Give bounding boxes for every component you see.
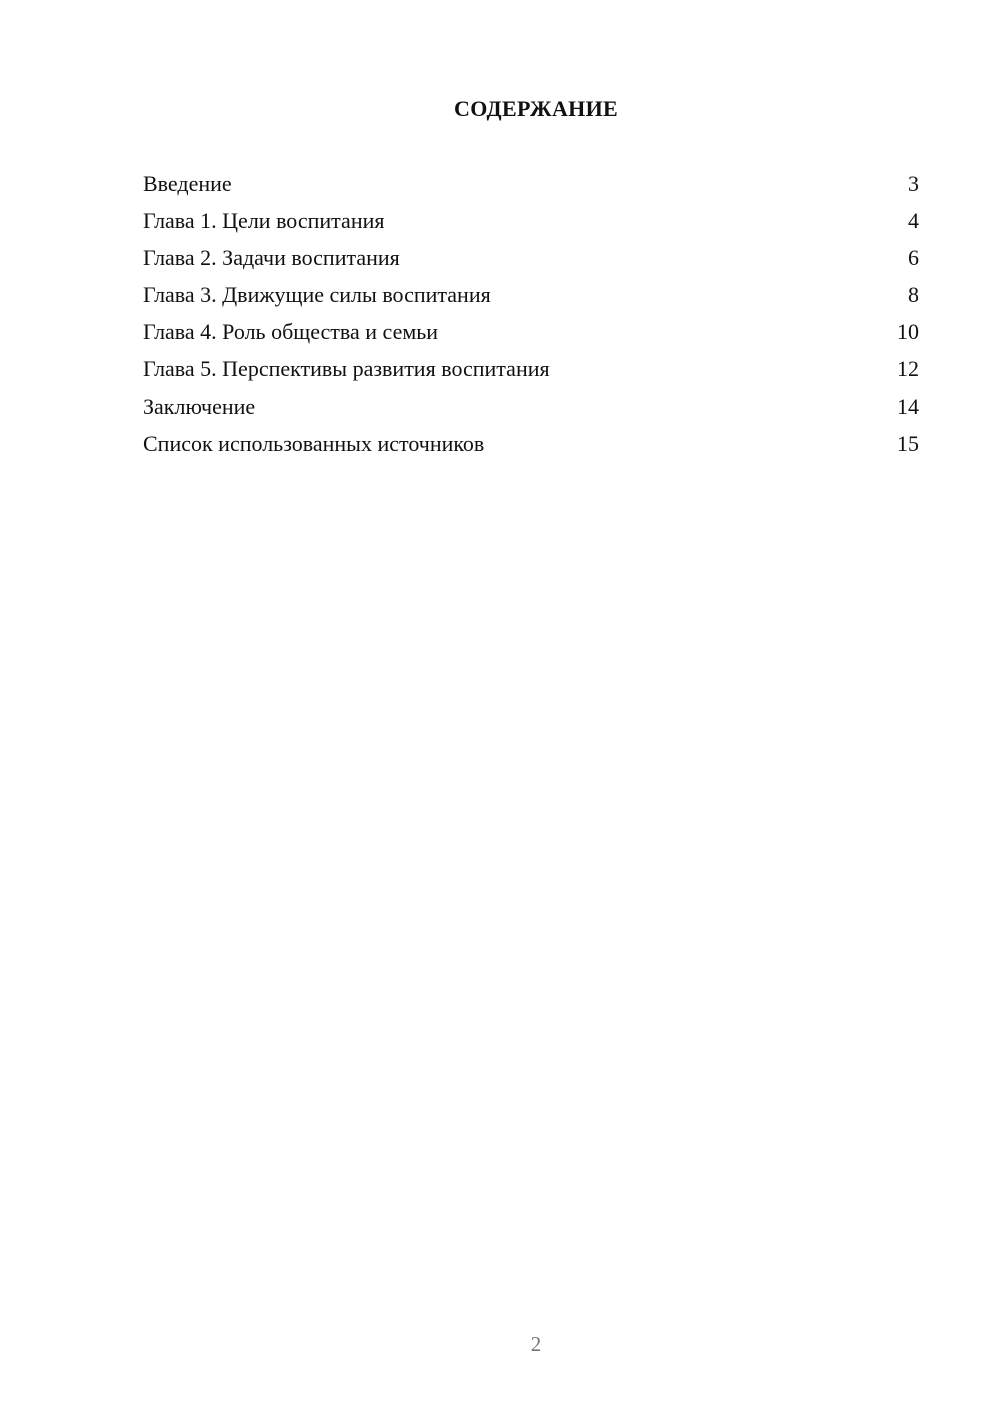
toc-entry [143, 205, 919, 242]
toc-entry-page: 15 [897, 430, 919, 456]
toc-entry-label: Введение [143, 171, 232, 196]
toc-entry [143, 242, 919, 279]
toc-entry-page: 8 [908, 282, 919, 308]
toc-entry [143, 353, 919, 390]
toc-entry-label: Глава 4. Роль общества и семьи [143, 319, 439, 345]
toc-entry-page: 6 [908, 245, 919, 271]
toc-entry [143, 316, 919, 353]
page-title: СОДЕРЖАНИЕ [454, 96, 618, 121]
table-of-contents [143, 168, 919, 465]
toc-entry-label: Глава 5. Перспективы развития воспитания [143, 356, 550, 382]
toc-entry-label: Глава 2. Задачи воспитания [143, 245, 400, 271]
toc-entry [143, 279, 919, 316]
toc-entry [143, 391, 919, 428]
toc-entry [143, 168, 919, 205]
toc-entry-label: Глава 1. Цели воспитания [143, 208, 385, 234]
toc-entry-page: 14 [897, 393, 919, 419]
toc-entry-page: 3 [908, 171, 919, 196]
toc-entry-label: Глава 3. Движущие силы воспитания [143, 282, 491, 308]
toc-entry-page: 10 [897, 319, 919, 345]
toc-entry-page: 12 [897, 356, 919, 382]
toc-entry-label: Заключение [143, 393, 256, 419]
toc-entry [143, 428, 919, 465]
page-number: 2 [530, 1332, 542, 1356]
toc-entry-label: Список использованных источников [143, 430, 485, 456]
toc-entry-page: 4 [908, 208, 919, 234]
